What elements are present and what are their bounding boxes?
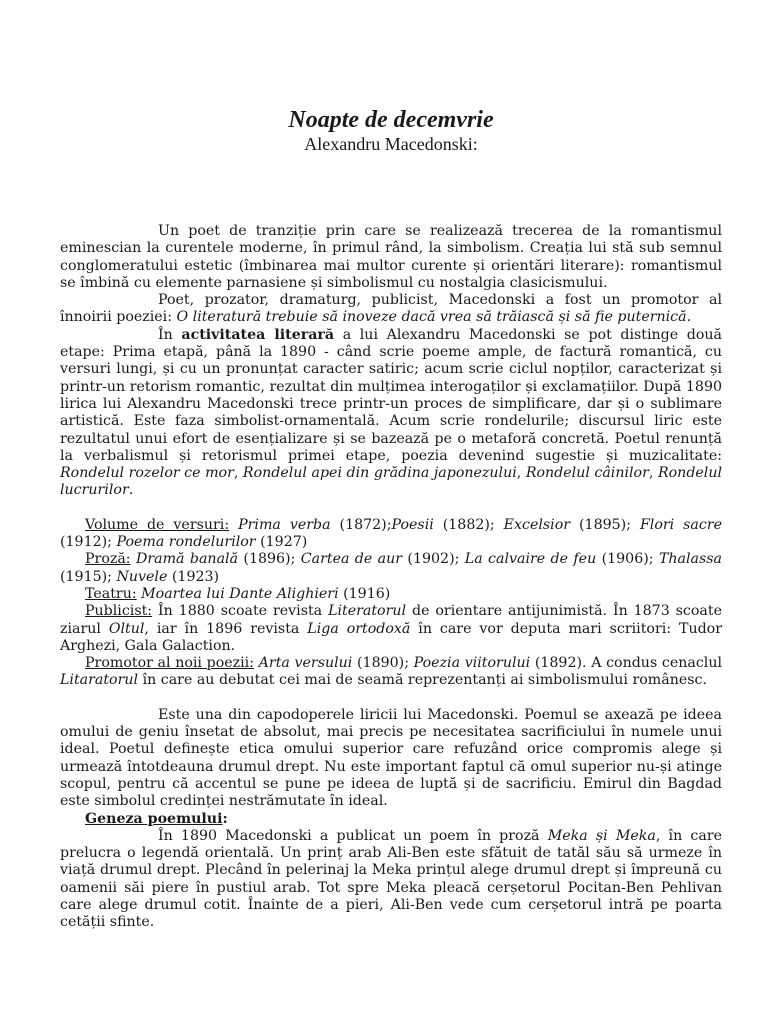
text-span: , iar în 1896 revista	[144, 620, 308, 637]
document-title: Noapte de decemvrie	[288, 107, 494, 133]
spacer	[60, 690, 722, 707]
publicist-label: Publicist:	[85, 603, 153, 620]
literary-activity-paragraph	[60, 327, 722, 500]
work-title: Prima verba	[238, 516, 331, 533]
work-title: Liga ortodoxă	[307, 620, 411, 637]
work-year: (1927)	[255, 534, 308, 551]
volumes-label: Volume de versuri:	[85, 516, 230, 533]
document-body	[60, 223, 722, 932]
genesis-label: Geneza poemului	[85, 810, 223, 827]
work-title: Poema rondelurilor	[116, 534, 256, 551]
prose-label: Proză:	[85, 551, 131, 568]
prose-entry	[60, 551, 722, 586]
work-title: Literatorul	[328, 603, 407, 620]
text-span: În 1880 scoate revista	[152, 603, 329, 620]
promoter-label: Promotor al noii poezii:	[85, 655, 254, 672]
work-title: Dramă banală	[135, 551, 239, 568]
work-title: Poezia viitorului	[413, 655, 531, 672]
intro-paragraph: Un poet de tranziție prin care se realizează trecerea de la romantismul eminescian la curentele moderne, în primul rând, la simbolism. Creația lui stă sub semnul conglomeratului estetic (îmbinarea mai multor curente și orientări literare): romantismul se îmbină cu elemente parnasiene și simbolismul cu nostalgia clasicismului.	[60, 223, 722, 291]
work-title: Excelsior	[503, 516, 571, 533]
work-year: (1895);	[570, 516, 640, 533]
text-span: În 1890 Macedonski a publicat un poem în proză	[158, 827, 548, 844]
work-year: (1906);	[596, 551, 659, 568]
separator: .	[128, 482, 134, 499]
work-title: Meka și Meka	[547, 827, 656, 844]
text-span: , în care prelucra o legendă orientală. Un prinț arab Ali-Ben este sfătuit de tatăl său să urmeze în viață drumul drept. Plecând în pelerinaj la Meka prințul alege drumul drept și împreună cu oamenii săi piere în pustiul arab. Tot spre Meka pleacă cerșetorul Pocitan-Ben Pehlivan care alege drumul cotit. Înainte de a pieri, Ali-Ben vede cum cerșetorul intră pe poarta cetății sfinte.	[60, 827, 722, 931]
promoter-text: Poet, prozator, dramaturg, publicist, Macedonski a fost un promotor al înnoirii poeziei:	[60, 292, 722, 326]
work-title: Rondelul câinilor	[525, 465, 649, 482]
work-year: (1872);	[330, 516, 392, 533]
volumes-entry	[60, 517, 722, 552]
work-title: Moartea lui Dante Alighieri	[141, 585, 339, 602]
poem-paragraph: Este una din capodoperele liricii lui Macedonski. Poemul se axează pe ideea omului de geniu însetat de absolut, mai precis pe necesitatea sacrificiului în numele unui ideal. Poetul definește etica omului superior care refuzând orice compromis alege și urmează întotdeauna drumul drept. Nu este important faptul că omul superior nu-și atinge scopul, pentru că accentul se pune pe ideea de luptă și de sacrificiu. Emirul din Bagdad este simbolul credinței nestrămutate în ideal.	[60, 706, 722, 810]
work-year: (1882);	[433, 516, 504, 533]
work-year: (1916)	[338, 585, 391, 602]
work-title: Poesii	[391, 516, 434, 533]
work-title: Rondelul lucrurilor	[60, 465, 723, 499]
work-title: Cartea de aur	[300, 551, 403, 568]
work-year: (1923)	[167, 568, 220, 585]
separator: ,	[516, 465, 526, 482]
work-year: (1902);	[402, 551, 465, 568]
literary-activity-term: activitatea literară	[181, 326, 335, 343]
genesis-heading	[60, 811, 722, 828]
work-title: Arta versului	[258, 655, 353, 672]
work-year: (1912);	[60, 534, 117, 551]
work-year: (1896);	[238, 551, 301, 568]
work-title: La calvaire de feu	[464, 551, 597, 568]
work-title: Oltul	[108, 620, 145, 637]
promoter-paragraph	[60, 292, 722, 327]
text-span: (1892). A condus cenaclul	[530, 655, 722, 672]
text-span: în care au debutat cei mai de seamă reprezentanți ai simbolismului românesc.	[138, 672, 707, 689]
text-span: în care vor deputa mari scriitori: Tudor Arghezi, Gala Galaction.	[60, 620, 722, 654]
promoter-quote: O literatură trebuie să inoveze dacă vrea să trăiască și să fie puternică.	[176, 309, 692, 326]
spacer	[60, 500, 722, 517]
work-title: Rondelul rozelor ce mor	[60, 465, 234, 482]
genesis-colon: :	[222, 810, 228, 827]
separator: ,	[648, 465, 658, 482]
work-title: Rondelul apei din grădina japonezului	[242, 465, 517, 482]
work-year: (1915);	[60, 568, 117, 585]
publicist-entry	[60, 603, 722, 655]
text-span: a lui Alexandru Macedonski se pot distinge două etape: Prima etapă, până la 1890 - când scrie poeme ample, de factură romantică, cu versuri lungi, și cu un pronunțat caracter satiric; acum scrie ciclul nopților, caracterizat și printr-un retorism romantic, rezultat din mulțimea interogaților și exclamațiilor. După 1890 lirica lui Alexandru Macedonski trece printr-un proces de simplificare, dar și o sublimare artistică. Este faza simbolist-ornamentală. Acum scrie rondelurile; discursul liric este rezultatul unui efort de esențializare și se bazează pe o metaforă concretă. Poetul renunță la verbalismul și retorismul primei etape, poezia devenind sugestie și muzicalitate:	[60, 326, 722, 464]
theatre-label: Teatru:	[85, 585, 137, 602]
promoter-entry	[60, 655, 722, 690]
author-name: Alexandru Macedonski:	[304, 134, 478, 154]
text-span: În	[158, 326, 182, 343]
theatre-entry	[60, 586, 722, 603]
work-year: (1890);	[352, 655, 414, 672]
separator: ,	[233, 465, 243, 482]
work-title: Nuvele	[116, 568, 168, 585]
text-span: de orientare antijunimistă. În 1873 scoate ziarul	[60, 603, 722, 637]
work-title: Litaratorul	[60, 672, 139, 689]
genesis-paragraph	[60, 828, 722, 932]
work-title: Thalassa	[658, 551, 723, 568]
work-title: Flori sacre	[639, 516, 723, 533]
